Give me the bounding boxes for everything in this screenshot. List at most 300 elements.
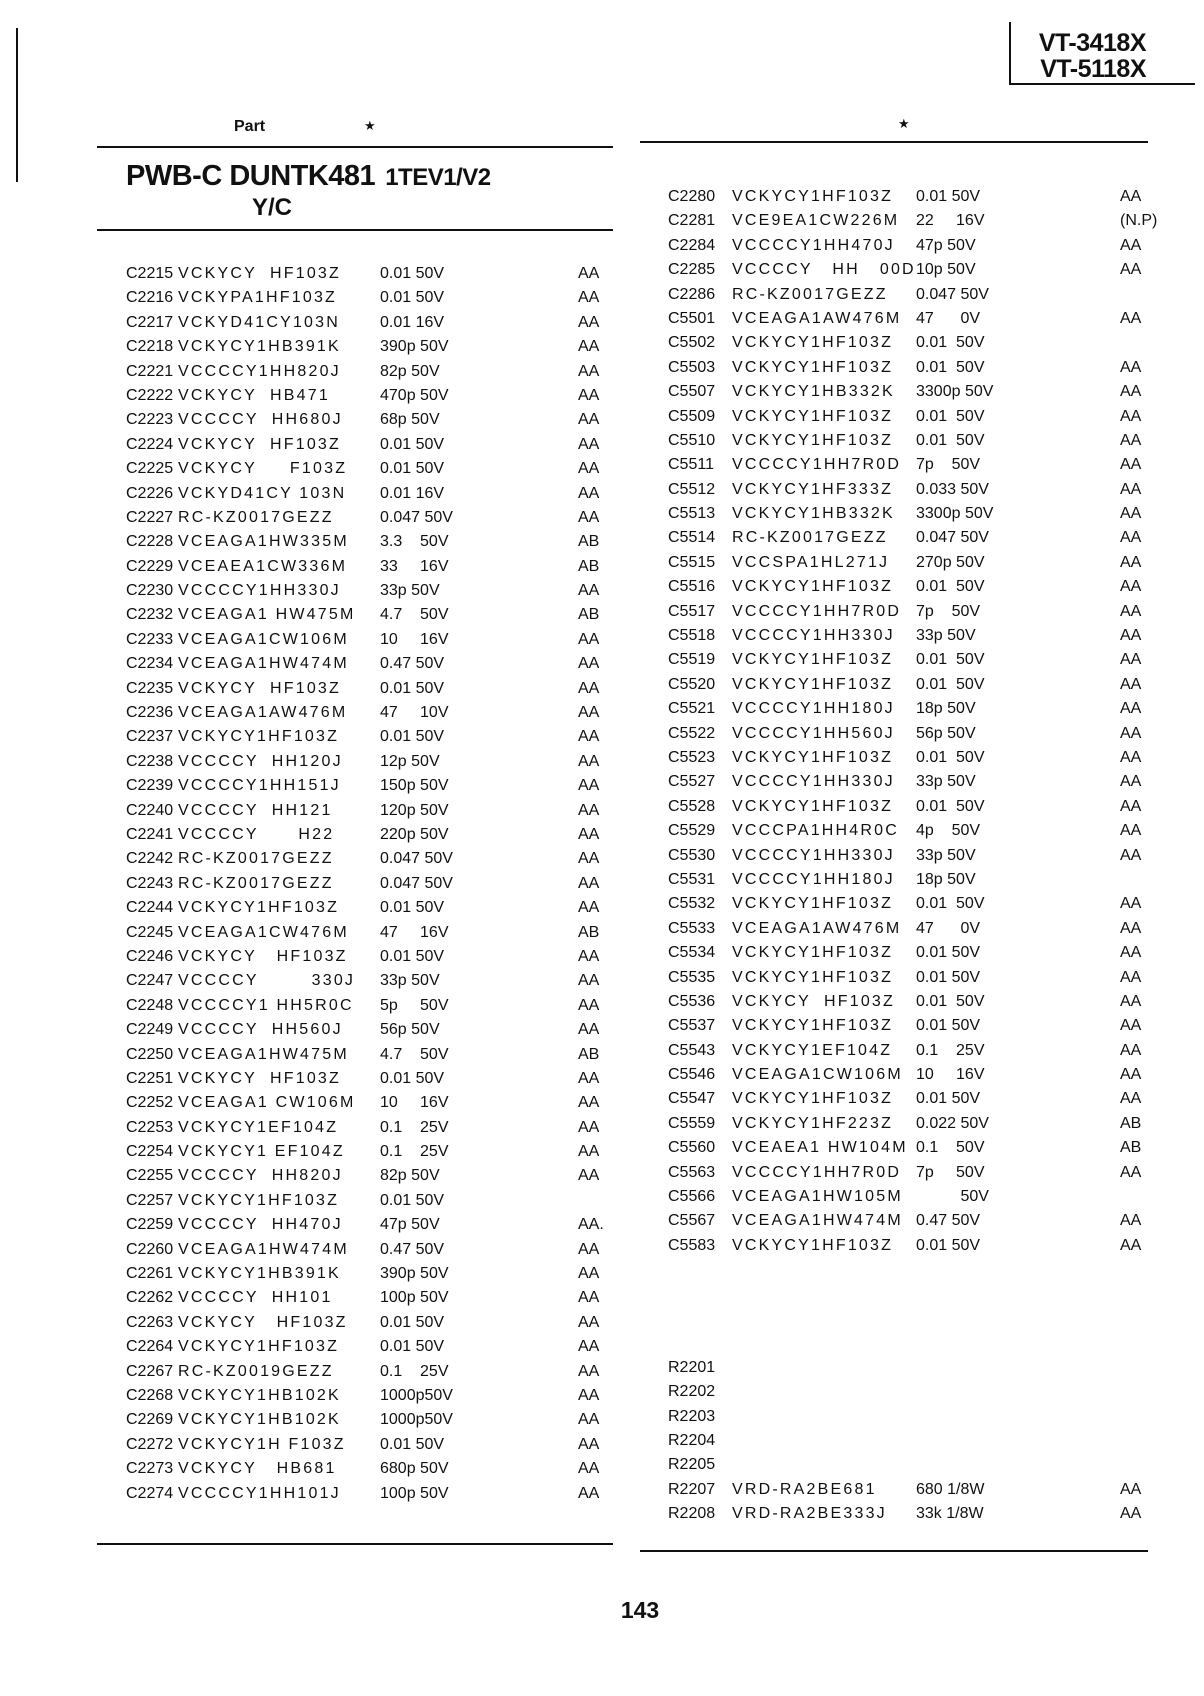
- part-value: 0.01 50V: [380, 289, 445, 307]
- part-ref: C2246: [126, 947, 174, 965]
- table-row: [668, 993, 1158, 1017]
- price-code: AA: [578, 996, 600, 1014]
- price-code: AA: [578, 655, 600, 673]
- part-ref: C5515: [668, 553, 716, 571]
- part-number: VCEAGA1HW475M: [178, 1045, 349, 1063]
- part-number: VCCCCY1HH101J: [178, 1484, 341, 1502]
- price-code: AA: [1120, 895, 1142, 913]
- table-row: [668, 1310, 1158, 1334]
- part-number: VCKYCY1HF103Z: [732, 1090, 894, 1108]
- table-row: [126, 1411, 616, 1435]
- part-ref: C2255: [126, 1167, 174, 1185]
- part-number: VCKYCY1HB332K: [732, 383, 895, 401]
- part-number: VCCCCY1HH7R0D: [732, 602, 902, 620]
- table-row: [668, 578, 1158, 602]
- price-code: AA: [578, 1435, 600, 1453]
- part-ref: C2286: [668, 285, 716, 303]
- part-number: VCCCCY1 HH5R0C: [178, 996, 354, 1014]
- part-ref: C5534: [668, 944, 716, 962]
- part-value: 12p 50V: [380, 752, 440, 770]
- part-value: 33p 50V: [380, 582, 440, 600]
- price-code: AA: [578, 972, 600, 990]
- part-value: 1000p50V: [380, 1386, 453, 1404]
- table-row: [126, 1070, 616, 1094]
- table-row: [668, 1042, 1158, 1066]
- part-number: RC-KZ0019GEZZ: [178, 1362, 334, 1380]
- table-row: [126, 1485, 616, 1509]
- part-number: VCCCCY HH120J: [178, 752, 343, 770]
- price-code: AA: [578, 874, 600, 892]
- price-code: AA: [578, 1167, 600, 1185]
- part-value: 0.01 50V: [916, 748, 985, 766]
- part-number: RC-KZ0017GEZZ: [732, 285, 888, 303]
- price-code: AA: [1120, 700, 1142, 718]
- table-row: [126, 1265, 616, 1289]
- part-number: VCKYCY1HF103Z: [732, 1236, 894, 1254]
- part-ref: C5543: [668, 1041, 716, 1059]
- table-row: [668, 651, 1158, 675]
- part-value: 0.01 16V: [380, 484, 445, 502]
- part-ref: R2208: [668, 1505, 716, 1523]
- part-number: VCEAGA1AW476M: [732, 919, 902, 937]
- part-value: 7p 50V: [916, 456, 981, 474]
- part-value: 0.47 50V: [916, 1212, 981, 1230]
- part-ref: C2221: [126, 362, 174, 380]
- part-number: VCEAGA1 HW475M: [178, 606, 356, 624]
- part-value: 0.01 50V: [380, 728, 445, 746]
- star-icon: ★: [364, 118, 376, 133]
- part-ref: C5502: [668, 334, 716, 352]
- part-value: 0.01 50V: [916, 188, 981, 205]
- table-row: [126, 924, 616, 948]
- part-value: 10 16V: [380, 630, 449, 648]
- table-row: [668, 481, 1158, 505]
- table-row: [126, 655, 616, 679]
- table-row: [126, 948, 616, 972]
- price-code: AA: [578, 1338, 600, 1356]
- part-ref: C5514: [668, 529, 716, 547]
- table-row: [668, 969, 1158, 993]
- part-value: 0.01 50V: [916, 1090, 981, 1108]
- part-ref: R2202: [668, 1383, 716, 1401]
- title-rule-left: [97, 229, 613, 231]
- page-number: 143: [620, 1597, 660, 1623]
- part-value: 33 16V: [380, 557, 449, 575]
- part-ref: C5528: [668, 797, 716, 815]
- part-number: VCCCCY HH680J: [178, 411, 343, 429]
- part-ref: C2233: [126, 630, 174, 648]
- table-row: [668, 773, 1158, 797]
- part-number: VCCCCY1HH330J: [732, 846, 895, 864]
- part-ref: C2226: [126, 484, 174, 502]
- part-ref: C5533: [668, 919, 716, 937]
- price-code: AA: [578, 728, 600, 746]
- part-ref: C2245: [126, 923, 174, 941]
- price-code: AA: [578, 1094, 600, 1112]
- part-value: 0.047 50V: [380, 850, 453, 868]
- part-ref: C5567: [668, 1212, 716, 1230]
- part-ref: C2285: [668, 261, 716, 279]
- model-block-underline: [1009, 83, 1195, 85]
- part-ref: C5563: [668, 1163, 716, 1181]
- part-ref: C2264: [126, 1338, 174, 1356]
- price-code: AA: [1120, 1017, 1142, 1035]
- table-row: [668, 871, 1158, 895]
- part-number: VCEAGA1HW474M: [178, 655, 349, 673]
- price-code: AA: [578, 1021, 600, 1039]
- price-code: AA: [578, 630, 600, 648]
- table-row: [126, 485, 616, 509]
- price-code: AB: [578, 533, 600, 551]
- part-number: VCKYCY1HF103Z: [732, 358, 894, 376]
- part-ref: C5516: [668, 578, 716, 596]
- part-number: VCKYCY1HB102K: [178, 1411, 341, 1429]
- part-value: 390p 50V: [380, 338, 449, 356]
- table-row: [668, 944, 1158, 968]
- part-number: VCKYCY HF103Z: [178, 679, 341, 697]
- part-value: 0.1 25V: [380, 1118, 449, 1136]
- part-ref: C5519: [668, 651, 716, 669]
- header-rule-right: [640, 141, 1148, 143]
- price-code: AA: [1120, 748, 1142, 766]
- part-number: VCEAGA1AW476M: [732, 309, 902, 327]
- part-ref: C5546: [668, 1066, 716, 1084]
- part-value: 7p 50V: [916, 602, 981, 620]
- part-ref: C5509: [668, 407, 716, 425]
- part-number: VCKYCY1HF103Z: [732, 188, 894, 205]
- part-ref: C2237: [126, 728, 174, 746]
- model-number: VT-5118X: [1040, 55, 1146, 83]
- footer-rule-right: [640, 1550, 1148, 1552]
- part-value: 5p 50V: [380, 996, 449, 1014]
- part-value: 680 1/8W: [916, 1480, 985, 1498]
- table-row: [126, 899, 616, 923]
- part-value: 3300p 50V: [916, 505, 994, 523]
- price-code: AA: [578, 1118, 600, 1136]
- part-ref: C2267: [126, 1362, 174, 1380]
- part-ref: C5522: [668, 724, 716, 742]
- part-ref: C2251: [126, 1069, 174, 1087]
- price-code: AA: [1120, 1066, 1142, 1084]
- part-number: RC-KZ0017GEZZ: [178, 508, 334, 526]
- part-number: VCKYCY1HF103Z: [732, 578, 894, 596]
- price-code: AA.: [578, 1216, 604, 1234]
- part-ref: C2223: [126, 411, 174, 429]
- price-code: AA: [1120, 1090, 1142, 1108]
- table-row: [126, 1363, 616, 1387]
- part-number: VCCCCY1HH7R0D: [732, 456, 902, 474]
- part-ref: C2243: [126, 874, 174, 892]
- table-row: [668, 1456, 1158, 1480]
- table-row: [126, 753, 616, 777]
- table-row: [126, 972, 616, 996]
- part-number: VCKYCY1HF103Z: [732, 797, 894, 815]
- part-number: RC-KZ0017GEZZ: [178, 850, 334, 868]
- table-row: [668, 1408, 1158, 1432]
- table-row: [126, 558, 616, 582]
- part-number: VCKYCY1HF103Z: [178, 899, 340, 917]
- price-code: AA: [1120, 1212, 1142, 1230]
- part-number: VCKYCY HF103Z: [178, 265, 341, 282]
- part-number: VCKYCY1HB332K: [732, 505, 895, 523]
- part-number: VCKYCY1HF103Z: [732, 1017, 894, 1035]
- part-number: VCKYD41CY 103N: [178, 484, 347, 502]
- part-value: 3300p 50V: [916, 383, 994, 401]
- part-value: 100p 50V: [380, 1289, 449, 1307]
- part-number: VCKYCY1HB391K: [178, 1265, 341, 1283]
- table-row: [126, 1387, 616, 1411]
- part-value: 47p 50V: [916, 236, 976, 254]
- part-number: VCCCCY1HH7R0D: [732, 1163, 902, 1181]
- part-column-header: Part: [234, 118, 266, 135]
- part-ref: C5518: [668, 627, 716, 645]
- price-code: AA: [578, 582, 600, 600]
- part-number: VCCCCY1HH820J: [178, 362, 341, 380]
- part-ref: C2253: [126, 1118, 174, 1136]
- table-row: [126, 1046, 616, 1070]
- table-row: [668, 1090, 1158, 1114]
- part-ref: C2235: [126, 679, 174, 697]
- part-value: 220p 50V: [380, 825, 449, 843]
- table-row: [126, 1460, 616, 1484]
- parts-list-right: [668, 188, 1158, 1529]
- table-row: [126, 1216, 616, 1240]
- price-code: AA: [1120, 236, 1142, 254]
- price-code: AA: [1120, 480, 1142, 498]
- part-ref: C2249: [126, 1021, 174, 1039]
- part-value: 0.01 50V: [916, 334, 985, 352]
- part-ref: C2225: [126, 460, 174, 478]
- part-value: 0.01 50V: [916, 407, 985, 425]
- part-value: 0.01 50V: [916, 992, 985, 1010]
- price-code: (N.P): [1120, 212, 1158, 230]
- part-number: VCCCCY1HH330J: [732, 627, 895, 645]
- part-ref: R2201: [668, 1358, 716, 1376]
- part-number: VCEAEA1CW336M: [178, 557, 348, 575]
- table-row: [668, 1334, 1158, 1358]
- part-value: 0.033 50V: [916, 480, 989, 498]
- table-row: [126, 289, 616, 313]
- part-value: 7p 50V: [916, 1163, 985, 1181]
- price-code: AA: [578, 265, 600, 282]
- part-value: 47 10V: [380, 704, 449, 722]
- table-row: [126, 582, 616, 606]
- part-number: VCCCCY1HH180J: [732, 700, 895, 718]
- price-code: AA: [578, 338, 600, 356]
- part-value: 0.01 50V: [916, 895, 985, 913]
- part-ref: C2228: [126, 533, 174, 551]
- price-code: AA: [578, 801, 600, 819]
- part-number: VCKYCY1HF103Z: [178, 728, 340, 746]
- part-value: 390p 50V: [380, 1265, 449, 1283]
- price-code: AA: [578, 386, 600, 404]
- table-row: [668, 359, 1158, 383]
- part-ref: C5521: [668, 700, 716, 718]
- table-row: [668, 1383, 1158, 1407]
- price-code: AA: [1120, 456, 1142, 474]
- part-number: VCCCCY HH121: [178, 801, 333, 819]
- table-row: [126, 314, 616, 338]
- part-value: 0.01 50V: [916, 431, 985, 449]
- part-number: VCKYCY HF103Z: [178, 947, 348, 965]
- part-ref: C5520: [668, 675, 716, 693]
- part-ref: C2241: [126, 825, 174, 843]
- part-ref: C2236: [126, 704, 174, 722]
- part-number: VCCCPA1HH4R0C: [732, 822, 900, 840]
- part-ref: C5507: [668, 383, 716, 401]
- price-code: AA: [578, 362, 600, 380]
- part-number: VCCCCY1HH180J: [732, 870, 895, 888]
- part-number: VCKYCY1EF104Z: [732, 1041, 893, 1059]
- part-value: 3.3 50V: [380, 533, 449, 551]
- part-ref: C5501: [668, 309, 716, 327]
- part-value: 0.01 50V: [380, 899, 445, 917]
- table-row: [668, 1286, 1158, 1310]
- part-number: VCKYCY1HF223Z: [732, 1114, 894, 1132]
- table-row: [668, 286, 1158, 310]
- parts-list-left: [126, 265, 616, 1509]
- part-number: VCKYCY HF103Z: [178, 435, 341, 453]
- price-code: AA: [578, 1313, 600, 1331]
- price-code: AA: [1120, 1163, 1142, 1181]
- price-code: AA: [1120, 505, 1142, 523]
- table-row: [668, 847, 1158, 871]
- part-ref: C5536: [668, 992, 716, 1010]
- price-code: AA: [1120, 724, 1142, 742]
- part-ref: C2217: [126, 313, 174, 331]
- price-code: AA: [1120, 651, 1142, 669]
- price-code: AA: [578, 1460, 600, 1478]
- part-number: VCKYCY1HF103Z: [732, 944, 894, 962]
- part-ref: C5547: [668, 1090, 716, 1108]
- part-value: 0.01 50V: [916, 651, 985, 669]
- price-code: AA: [1120, 188, 1142, 205]
- table-row: [126, 460, 616, 484]
- table-row: [668, 1481, 1158, 1505]
- pwb-title-sub: 1TEV1/V2: [385, 164, 491, 191]
- table-row: [668, 237, 1158, 261]
- part-value: 0.01 50V: [916, 944, 981, 962]
- part-ref: C5530: [668, 846, 716, 864]
- part-ref: C5527: [668, 773, 716, 791]
- part-value: 0.47 50V: [380, 655, 445, 673]
- part-number: VCKYCY1 EF104Z: [178, 1143, 345, 1161]
- part-number: VCKYCY1HF103Z: [732, 431, 894, 449]
- model-block-divider: [1009, 22, 1011, 84]
- table-row: [668, 725, 1158, 749]
- price-code: AA: [1120, 602, 1142, 620]
- table-row: [668, 1188, 1158, 1212]
- table-row: [126, 802, 616, 826]
- table-row: [668, 1261, 1158, 1285]
- part-ref: C2248: [126, 996, 174, 1014]
- table-row: [668, 1017, 1158, 1041]
- part-number: VCCSPA1HL271J: [732, 553, 890, 571]
- part-number: VCKYCY1H F103Z: [178, 1435, 346, 1453]
- part-ref: C2269: [126, 1411, 174, 1429]
- price-code: AA: [578, 435, 600, 453]
- table-row: [668, 212, 1158, 236]
- table-row: [668, 1359, 1158, 1383]
- price-code: AA: [578, 704, 600, 722]
- part-value: 47p 50V: [380, 1216, 440, 1234]
- part-value: 10 16V: [380, 1094, 449, 1112]
- table-row: [126, 826, 616, 850]
- part-ref: C2273: [126, 1460, 174, 1478]
- table-row: [126, 387, 616, 411]
- part-value: 47 0V: [916, 919, 981, 937]
- price-code: AA: [578, 1411, 600, 1429]
- part-value: 0.01 50V: [380, 1338, 445, 1356]
- pwb-title-line2: Y/C: [252, 194, 293, 221]
- part-value: 4.7 50V: [380, 606, 449, 624]
- part-ref: C2227: [126, 508, 174, 526]
- part-number: VCE9EA1CW226M: [732, 212, 900, 230]
- part-ref: C5512: [668, 480, 716, 498]
- part-value: 0.01 50V: [916, 358, 985, 376]
- price-code: AA: [578, 679, 600, 697]
- price-code: AA: [578, 313, 600, 331]
- price-code: AA: [1120, 944, 1142, 962]
- part-ref: C5523: [668, 748, 716, 766]
- price-code: AA: [1120, 846, 1142, 864]
- part-number: VCCCCY1HH560J: [732, 724, 895, 742]
- table-row: [126, 997, 616, 1021]
- part-number: VCKYCY1EF104Z: [178, 1118, 339, 1136]
- table-row: [668, 334, 1158, 358]
- part-ref: C2281: [668, 212, 716, 230]
- table-row: [126, 777, 616, 801]
- part-number: VCKYCY HB471: [178, 386, 330, 404]
- price-code: AA: [578, 1069, 600, 1087]
- part-number: VCKYCY HF103Z: [178, 1313, 348, 1331]
- part-number: VCCCCY H22: [178, 825, 335, 843]
- table-row: [668, 310, 1158, 334]
- part-number: VCKYCY HB681: [178, 1460, 337, 1478]
- pwb-title-main: PWB-C DUNTK481: [126, 160, 376, 192]
- price-code: AA: [1120, 407, 1142, 425]
- table-row: [668, 456, 1158, 480]
- table-row: [126, 1143, 616, 1167]
- table-row: [126, 680, 616, 704]
- part-value: 33k 1/8W: [916, 1505, 984, 1523]
- part-value: 10 16V: [916, 1066, 985, 1084]
- part-ref: C5531: [668, 870, 716, 888]
- part-ref: C2252: [126, 1094, 174, 1112]
- table-row: [668, 1505, 1158, 1529]
- part-number: VCKYD41CY103N: [178, 313, 340, 331]
- part-value: 0.1 50V: [916, 1139, 985, 1157]
- part-number: VCEAEA1 HW104M: [732, 1139, 908, 1157]
- header-rule-left: [97, 146, 613, 148]
- table-row: [668, 1432, 1158, 1456]
- footer-rule-left: [97, 1543, 613, 1545]
- part-value: 33p 50V: [916, 846, 976, 864]
- price-code: AA: [578, 1484, 600, 1502]
- price-code: AB: [578, 923, 600, 941]
- part-number: VCKYCY1HF103Z: [178, 1191, 340, 1209]
- price-code: AA: [1120, 1236, 1142, 1254]
- part-ref: C2232: [126, 606, 174, 624]
- part-ref: C2230: [126, 582, 174, 600]
- price-code: AA: [578, 289, 600, 307]
- price-code: AA: [578, 947, 600, 965]
- table-row: [126, 1021, 616, 1045]
- price-code: AA: [1120, 431, 1142, 449]
- part-value: 82p 50V: [380, 1167, 440, 1185]
- part-ref: C2242: [126, 850, 174, 868]
- part-value: 33p 50V: [916, 773, 976, 791]
